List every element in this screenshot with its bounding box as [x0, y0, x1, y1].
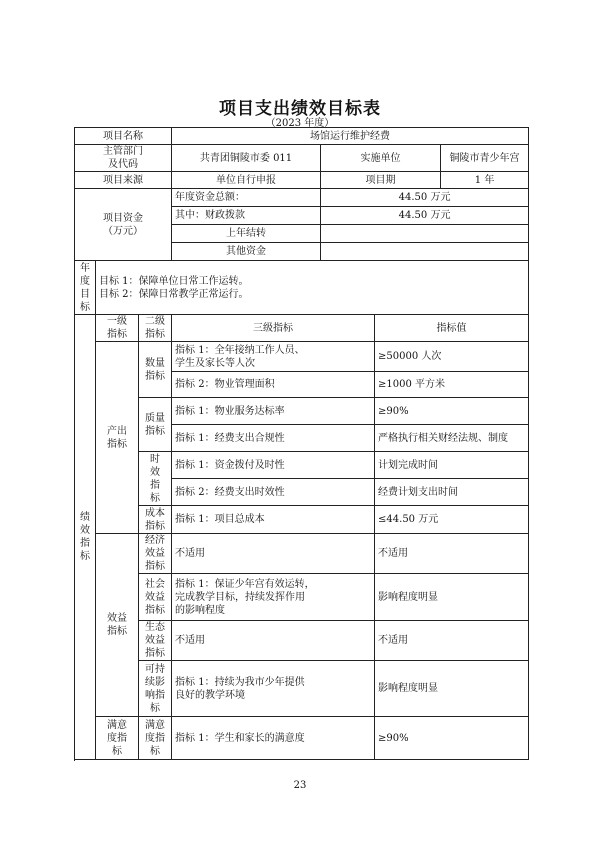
indicator-description: 指标 2：经费支出时效性	[172, 479, 375, 506]
project-name-value: 场馆运行维护经费	[172, 128, 529, 145]
document-year: （2023 年度）	[265, 118, 335, 129]
level1-indicator-header	[96, 315, 139, 342]
indicator-line: 指标 1：全年接纳工作人员、	[175, 344, 305, 356]
funds-item-value: 44.50 万元	[321, 207, 529, 225]
funds-item-label: 其他资金	[172, 243, 321, 261]
project-name-label: 项目名称	[75, 128, 172, 145]
performance-label-char: 标	[80, 551, 90, 562]
header-line: 指标	[145, 329, 166, 340]
funds-item-value	[321, 225, 529, 243]
indicator-value: 计划完成时间	[375, 452, 529, 479]
label-line: 标	[112, 745, 122, 757]
label-line: 数量	[145, 357, 166, 369]
label-line: 满意	[145, 719, 166, 731]
document-title: 项目支出绩效目标表	[219, 99, 381, 119]
cost-indicators-label	[139, 506, 172, 534]
indicator-description: 指标 2：物业管理面积	[172, 372, 375, 398]
timeliness-indicators-label	[139, 452, 172, 506]
label-line: 效益	[145, 548, 166, 559]
indicator-value: 影响程度明显	[375, 574, 529, 621]
funds-item-label: 其中：财政拨款	[172, 207, 321, 225]
project-funds-label-line1: 项目资金	[103, 212, 144, 224]
indicator-description: 指标 1：资金拨付及时性	[172, 452, 375, 479]
annual-goals-label-char: 标	[80, 301, 90, 313]
label-line: 指标	[107, 626, 127, 637]
header-line: 指标	[107, 329, 127, 340]
label-line: 社会	[145, 578, 166, 590]
indicator-description	[172, 574, 375, 621]
indicator-description: 不适用	[172, 534, 375, 574]
department-row	[75, 145, 529, 172]
performance-header-row	[75, 315, 529, 342]
project-funds-label-line2: （万元）	[103, 225, 144, 237]
indicator-value-header: 指标值	[375, 315, 529, 342]
label-line: 标	[150, 702, 161, 714]
label-line: 效益	[145, 591, 166, 603]
indicator-value: ≥1000 平方米	[375, 372, 529, 398]
label-line: 度指	[107, 732, 127, 744]
department-label-line2: 及代码	[108, 159, 139, 170]
output-quantity-row-1	[75, 342, 529, 372]
indicator-line: 指标 1：持续为我市少年提供	[175, 676, 305, 688]
output-indicators-label	[96, 342, 139, 534]
department-label-line1: 主管部门	[103, 146, 144, 157]
ecological-benefit-label	[139, 621, 172, 661]
label-line: 经济	[145, 535, 166, 546]
satisfaction-indicators-label	[96, 717, 139, 760]
label-line: 响指	[145, 689, 166, 701]
annual-goals-content	[96, 261, 529, 315]
annual-goals-label	[75, 261, 96, 315]
annual-goals-row	[75, 261, 529, 315]
implementing-unit-value: 铜陵市青少年宫	[441, 145, 529, 172]
output-quality-row-1	[75, 398, 529, 425]
label-line: 指标	[145, 520, 166, 532]
label-line: 指标	[145, 604, 166, 616]
performance-label-char: 指	[80, 538, 90, 549]
economic-benefit-label	[139, 534, 172, 574]
satisfaction-sub-label	[139, 717, 172, 760]
indicator-value: ≥90%	[375, 398, 529, 425]
benefit-economic-row	[75, 534, 529, 574]
label-line: 生态	[145, 622, 166, 633]
output-cost-row	[75, 506, 529, 534]
label-line: 指标	[145, 561, 166, 572]
benefit-indicators-label	[96, 534, 139, 717]
indicator-value: 严格执行相关财经法规、制度	[375, 425, 529, 452]
sustainable-impact-label	[139, 661, 172, 717]
header-line: 二级	[145, 316, 166, 327]
performance-label-char: 绩	[80, 512, 90, 523]
indicator-value: 不适用	[375, 534, 529, 574]
label-line: 时	[150, 453, 161, 465]
benefit-sustainable-row	[75, 661, 529, 717]
performance-label-char: 效	[80, 525, 90, 536]
funds-item-label: 上年结转	[172, 225, 321, 243]
indicator-description: 不适用	[172, 621, 375, 661]
page-number: 23	[293, 780, 307, 791]
goal-line: 目标 2：保障日常教学正常运行。	[99, 288, 249, 300]
indicator-value: ≤44.50 万元	[375, 506, 529, 534]
label-line: 效益	[145, 635, 166, 646]
indicator-value: 影响程度明显	[375, 661, 529, 717]
indicator-description	[172, 342, 375, 372]
label-line: 效	[150, 466, 161, 478]
label-line: 指标	[145, 425, 166, 437]
annual-goals-label-char: 目	[80, 288, 90, 300]
funds-row-total	[75, 189, 529, 207]
department-value: 共青团铜陵市委 011	[172, 145, 321, 172]
funds-item-label: 年度资金总额：	[172, 189, 321, 207]
project-funds-label	[75, 189, 172, 261]
benefit-ecological-row	[75, 621, 529, 661]
social-benefit-label	[139, 574, 172, 621]
project-source-label: 项目来源	[75, 172, 172, 189]
indicator-description	[172, 661, 375, 717]
project-period-label: 项目期	[321, 172, 441, 189]
annual-goals-label-char: 度	[80, 275, 90, 287]
quantity-indicators-label	[139, 342, 172, 398]
indicator-value: 不适用	[375, 621, 529, 661]
goal-line: 目标 1：保障单位日常工作运转。	[99, 275, 249, 287]
implementing-unit-label: 实施单位	[321, 145, 441, 172]
indicator-value: 经费计划支出时间	[375, 479, 529, 506]
header-line: 一级	[107, 316, 127, 327]
source-row	[75, 172, 529, 189]
project-source-value: 单位自行申报	[172, 172, 321, 189]
label-line: 指标	[145, 648, 166, 659]
label-line: 满意	[107, 719, 127, 731]
project-period-value: 1 年	[441, 172, 529, 189]
indicator-description: 指标 1：物业服务达标率	[172, 398, 375, 425]
department-label	[75, 145, 172, 172]
performance-indicators-label	[75, 315, 96, 760]
label-line: 指标	[145, 370, 166, 382]
indicator-value: ≥50000 人次	[375, 342, 529, 372]
label-line: 标	[150, 745, 161, 757]
performance-target-table	[74, 127, 529, 760]
label-line: 可持	[145, 663, 166, 675]
level2-indicator-header	[139, 315, 172, 342]
label-line: 续影	[145, 676, 166, 688]
annual-goals-label-char: 年	[80, 262, 90, 274]
label-line: 标	[150, 492, 161, 504]
quality-indicators-label	[139, 398, 172, 452]
indicator-description: 指标 1：经费支出合规性	[172, 425, 375, 452]
indicator-description: 指标 1：项目总成本	[172, 506, 375, 534]
level3-indicator-header: 三级指标	[172, 315, 375, 342]
output-timeliness-row-1	[75, 452, 529, 479]
label-line: 成本	[145, 507, 166, 519]
indicator-line: 完成教学目标，持续发挥作用	[175, 591, 306, 603]
label-line: 质量	[145, 412, 166, 424]
label-line: 指标	[107, 438, 127, 450]
benefit-social-row	[75, 574, 529, 621]
label-line: 效益	[107, 613, 127, 624]
indicator-line: 指标 1：保证少年宫有效运转，	[175, 578, 315, 590]
label-line: 产出	[107, 425, 127, 437]
indicator-value: ≥90%	[375, 717, 529, 760]
project-name-row	[75, 128, 529, 145]
funds-item-value: 44.50 万元	[321, 189, 529, 207]
indicator-description: 指标 1：学生和家长的满意度	[172, 717, 375, 760]
indicator-line: 良好的教学环境	[175, 689, 246, 701]
satisfaction-row	[75, 717, 529, 760]
label-line: 指	[150, 479, 161, 491]
label-line: 度指	[145, 732, 166, 744]
indicator-line: 的影响程度	[175, 604, 226, 616]
indicator-line: 学生及家长等人次	[175, 357, 256, 369]
funds-item-value	[321, 243, 529, 261]
